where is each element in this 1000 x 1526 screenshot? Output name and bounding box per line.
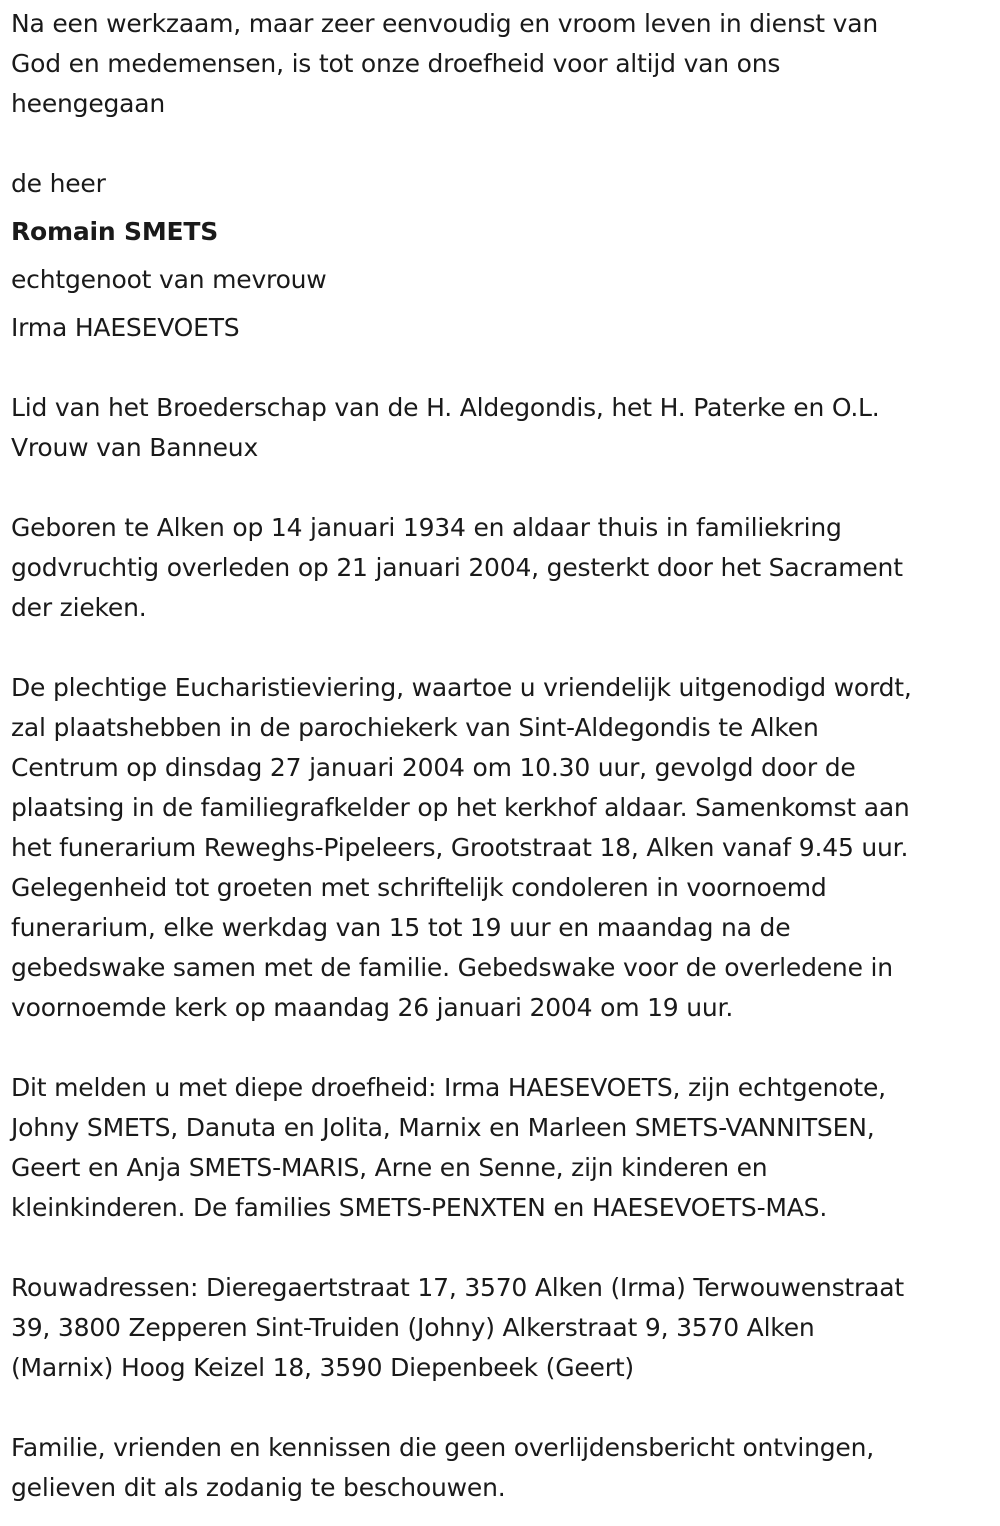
family-paragraph: Dit melden u met diepe droefheid: Irma HAESEVOETS, zijn echtgenote, Johny SMETS, Danuta en Jolita, Marnix en Marleen SMETS-VANNITSEN, Geert en Anja SMETS-MARIS, Arne en Senne, zijn kinderen en kleinkinderen. De families SMETS-PENXTEN en HAESEVOETS-MAS. xyxy=(11,1073,886,1222)
intro-paragraph: Na een werkzaam, maar zeer eenvoudig en vroom leven in dienst van God en medemensen, is tot onze droefheid voor altijd van ons heengegaan xyxy=(11,9,879,118)
title-prefix: de heer xyxy=(11,169,106,198)
spouse-label: echtgenoot van mevrouw xyxy=(11,265,327,294)
membership-paragraph: Lid van het Broederschap van de H. Aldegondis, het H. Paterke en O.L. Vrouw van Banneux xyxy=(11,393,880,462)
spouse-name: Irma HAESEVOETS xyxy=(11,313,240,342)
addresses-paragraph: Rouwadressen: Dieregaertstraat 17, 3570 Alken (Irma) Terwouwenstraat 39, 3800 Zepperen Sint-Truiden (Johny) Alkerstraat 9, 3570 Alken (Marnix) Hoog Keizel 18, 3590 Diepenbeek (Geert) xyxy=(11,1273,904,1382)
ceremony-paragraph: De plechtige Eucharistieviering, waartoe u vriendelijk uitgenodigd wordt, zal plaatshebben in de parochiekerk van Sint-Aldegondis te Alken Centrum op dinsdag 27 januari 2004 om 10.30 uur, gevolgd door de plaatsing in de familiegrafkelder op het kerkhof aldaar. Samenkomst aan het funerarium Reweghs-Pipeleers, Grootstraat 18, Alken vanaf 9.45 uur. Gelegenheid tot groeten met schriftelijk condoleren in voornoemd funerarium, elke werkdag van 15 tot 19 uur en maandag na de gebedswake samen met de familie. Gebedswake voor de overledene in voornoemde kerk op maandag 26 januari 2004 om 19 uur. xyxy=(11,673,912,1022)
birth-death-paragraph: Geboren te Alken op 14 januari 1934 en aldaar thuis in familiekring godvruchtig overleden op 21 januari 2004, gesterkt door het Sacrament der zieken. xyxy=(11,513,903,622)
closing-paragraph: Familie, vrienden en kennissen die geen overlijdensbericht ontvingen, gelieven dit als zodanig te beschouwen. xyxy=(11,1433,875,1502)
deceased-name: Romain SMETS xyxy=(11,217,219,246)
